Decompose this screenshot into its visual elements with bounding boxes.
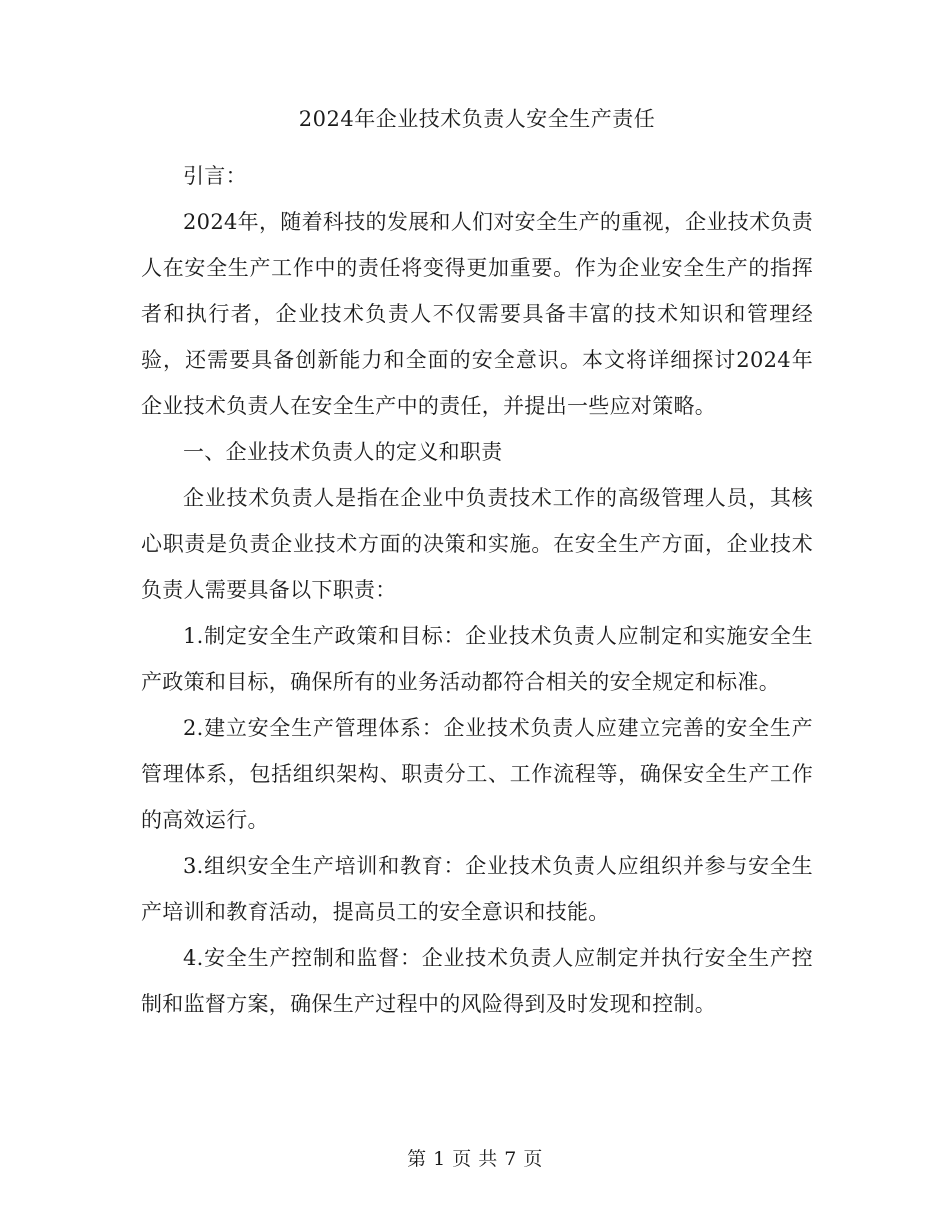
definition-paragraph: 企业技术负责人是指在企业中负责技术工作的高级管理人员，其核心职责是负责企业技术方面的决策和实施。在安全生产方面，企业技术负责人需要具备以下职责：: [141, 486, 813, 602]
duty-item-3: 3.组织安全生产培训和教育：企业技术负责人应组织并参与安全生产培训和教育活动，提高员工的安全意识和技能。: [141, 854, 813, 924]
duty-item-2: 2.建立安全生产管理体系：企业技术负责人应建立完善的安全生产管理体系，包括组织架构、职责分工、工作流程等，确保安全生产工作的高效运行。: [141, 716, 813, 832]
intro-label: 引言：: [183, 164, 247, 188]
document-page: [141, 104, 813, 1027]
document-title: 2024年企业技术负责人安全生产责任: [298, 107, 656, 131]
intro-paragraph: 2024年，随着科技的发展和人们对安全生产的重视，企业技术负责人在安全生产工作中的责任将变得更加重要。作为企业安全生产的指挥者和执行者，企业技术负责人不仅需要具备丰富的技术知识和管理经验，还需要具备创新能力和全面的安全意识。本文将详细探讨2024年企业技术负责人在安全生产中的责任，并提出一些应对策略。: [141, 210, 813, 418]
duty-item-4: 4.安全生产控制和监督：企业技术负责人应制定并执行安全生产控制和监督方案，确保生产过程中的风险得到及时发现和控制。: [141, 946, 813, 1016]
section-heading: 一、企业技术负责人的定义和职责: [183, 440, 503, 464]
page-number-footer: 第 1 页 共 7 页: [407, 1148, 543, 1170]
duty-item-1: 1.制定安全生产政策和目标：企业技术负责人应制定和实施安全生产政策和目标，确保所有的业务活动都符合相关的安全规定和标准。: [141, 624, 813, 694]
